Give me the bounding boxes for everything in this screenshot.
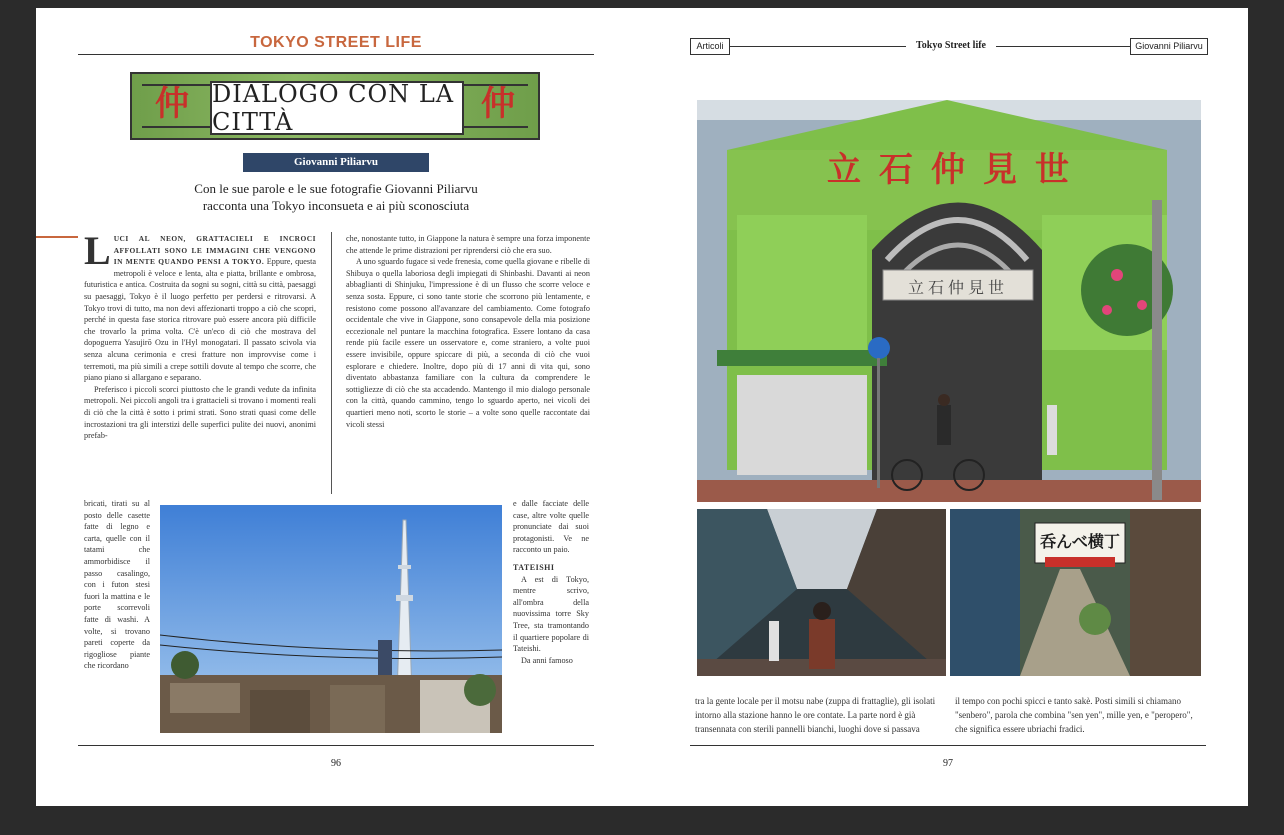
standfirst-line-2: racconta una Tokyo inconsueta e ai più sconosciuta <box>202 198 470 213</box>
banner-title: DIALOGO CON LA CITTÀ <box>210 81 464 135</box>
accent-mark <box>36 236 78 238</box>
arcade-interior-photo <box>697 509 946 676</box>
banner-glyph-right: 仲 <box>481 84 515 124</box>
column-3-text: bricati, tirati su al posto delle casette fatte di legno e carta, quelle con il tatami che ammorbidisce il passo casalingo, con i futon stesi fuori la mattina e le porte scorrevoli fatte di washi. A volte, si trovano pareti coperte da rigogliose piante che ricordano <box>84 499 150 671</box>
title-banner <box>130 72 540 140</box>
skytree-illustration <box>160 505 502 733</box>
arcade-main-sign: 立石仲見世 <box>827 150 1087 190</box>
right-page <box>642 8 1248 806</box>
author-tag <box>243 153 429 172</box>
header-article-title <box>906 40 996 51</box>
alley-photo <box>950 509 1201 676</box>
body-column-1 <box>84 233 316 495</box>
standfirst <box>156 180 516 214</box>
drop-cap: L <box>84 233 111 273</box>
section-title: TOKYO STREET LIFE <box>250 34 422 51</box>
body-text-right-col-2: il tempo con pochi spicci e tanto sakè. Posti simili si chiamano "senbero", parola che combina "sen yen", mille yen, e "peropero", che significa essere ubriachi fradici. <box>955 696 1193 734</box>
alley-sign: 呑んべ横丁 <box>1040 532 1120 551</box>
subhead-tateishi: TATEISHI <box>513 562 555 572</box>
column-2-para-2: A uno sguardo fugace si vede frenesia, come quella giovane e ribelle di Shibuya o quella laboriosa degli impiegati di Shinbashi. Davanti ai neon abbaglianti di Shinjuku, l'impressione è di un flusso che scorre veloce e senza sosta. Eppure, ci sono tante storie che scorrono più lentamente, e resistono come possono all'avanzare del cambiamento. Come fotografo occidentale che vive in Giappone, sono consapevole della mia posizione eccezionale nel puntare la macchina fotografica. Essere lontano da casa rende più facile essere un osservatore e, come straniero, a volte puoi essere invisibile, oppure spiccare di più, a seconda di ciò che vuoi esplorare e chiedere. Inoltre, dopo più di 17 anni di vita qui, sono diventato abbastanza familiare con la cultura da comprendere le sottigliezze di ciò che sta accadendo. Mantengo il mio dialogo personale con la città, quando cammino, tengo lo sguardo aperto, nei vicoli dei quartieri meno noti, scorto le storie – a volte sono quelle raccontate dai vicoli stessi <box>346 257 590 429</box>
arcade-small-sign: 立石仲見世 <box>907 278 1008 297</box>
arcade-main-photo <box>697 100 1201 502</box>
header-article-title-text: Tokyo Street life <box>916 40 986 51</box>
standfirst-line-1: Con le sue parole e le sue fotografie Giovanni Piliarvu <box>194 181 478 196</box>
footer-rule-right <box>690 745 1206 746</box>
footer-rule <box>78 745 594 746</box>
lead-caps: UCI AL NEON, GRATTACIELI E INCROCI AFFOLLATI SONO LE IMMAGINI CHE VENGONO IN MENTE QUANDO PENSI A TOKYO. <box>113 234 316 267</box>
column-1-text: Eppure, questa metropoli è veloce e lenta, alta e piatta, brillante e ombrosa, futuristica e antica. Costruita da sogni su sogni, città su città, paesaggi su paesaggi, Tokyo è il luogo perfetto per perdersi e ritrovarsi. A Tokyo trovi di tutto, ma non devi affezionarti troppo a ciò che scopri, perché in questa fase storica ritrovare può essere ancora più difficile che trovarlo la prima volta. C'è un'eco di ciò che mostrava del dopoguerra Yasujirō Ozu in l'Hyl monogatari. Il passato scivola via senza alcuna cerimonia e cresi fratture non improvvise come i terremoti, ma più simili a crepe sottili dovute al tempo che scorre, che piano piano si allargano e separano. <box>84 257 316 383</box>
title-rule <box>78 54 594 55</box>
body-column-3 <box>84 498 150 736</box>
column-4-last: Da anni famoso <box>521 655 573 665</box>
page-number-right: 97 <box>943 758 953 769</box>
left-page <box>36 8 642 806</box>
arcade-interior-illustration <box>697 509 946 676</box>
header-author-label: Giovanni Piliarvu <box>1130 38 1208 55</box>
column-4-text: e dalle facciate delle case, altre volte quelle pronunciate dai suoi protagonisti. Ve ne racconto un paio. <box>513 499 589 555</box>
body-column-2 <box>346 233 590 495</box>
banner-glyph-left: 仲 <box>155 84 189 124</box>
column-separator <box>331 232 332 494</box>
body-text-right-col-1: tra la gente locale per il motsu nabe (zuppa di frattaglie), gli isolati intorno alla stazione hanno le ore contate. La parte nord è già transennata con sterili pannelli bianchi, luoghi dove si passava <box>695 696 936 734</box>
header-section-label: Articoli <box>690 38 730 55</box>
skytree-photo <box>160 505 502 733</box>
column-4-after: A est di Tokyo, mentre scrivo, all'ombra della nuovissima torre Sky Tree, sta tramontando il quartiere popolare di Tateishi. <box>513 574 589 654</box>
body-column-4 <box>513 498 589 736</box>
page-number-left: 96 <box>331 758 341 769</box>
column-2-text: che, nonostante tutto, in Giappone la natura è sempre una forza imponente che attende le prime distrazioni per riprendersi ciò che era suo. <box>346 234 590 255</box>
column-1-para-2: Preferisco i piccoli scorci piuttosto che le grandi vedute da infinita metropoli. Nei piccoli angoli tra i grattacieli si trovano i momenti reali di ciò che la città è sotto i primi strati. Sono strati quasi come delle incrostazioni tra gli interstizi delle superfici pulite dei nuovi, anonimi prefab- <box>84 384 316 441</box>
author-name: Giovanni Piliarvu <box>293 156 379 168</box>
